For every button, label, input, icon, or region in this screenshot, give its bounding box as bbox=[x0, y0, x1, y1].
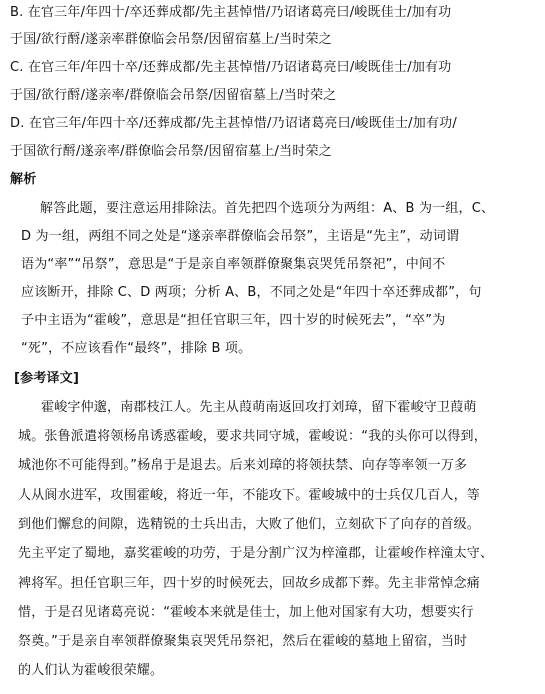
analysis-line-6: “死”，不应该看作“最终”，排除 B 项。 bbox=[21, 341, 252, 356]
translation-line-10: 的人们认为霍峻很荣耀。 bbox=[18, 663, 164, 678]
option-c-line-1: C. 在官三年/年四十卒/还葬成都/先主甚悼惜/乃诏诸葛亮曰/峻既佳士/加有功 bbox=[10, 60, 452, 75]
analysis-line-4: 应该断开，排除 C、D 两项；分析 A、B，不同之处是“年四十卒还葬成都”，句 bbox=[21, 285, 482, 300]
option-d-line-2: 于国欲行酹/遂亲率/群僚临会吊祭/因留宿墓上/当时荣之 bbox=[10, 144, 332, 159]
translation-line-8: 惜，于是召见诸葛亮说：“霍峻本来就是佳士，加上他对国家有大功，想要实行 bbox=[18, 605, 474, 620]
analysis-line-3: 语为“率”“吊祭”，意思是“于是亲自率领群僚聚集哀哭凭吊祭祀”，中间不 bbox=[21, 257, 446, 272]
translation-line-7: 裨将军。担任官职三年，四十岁的时候死去，回故乡成都下葬。先主非常悼念痛 bbox=[18, 576, 481, 591]
translation-line-3: 城池你不可能得到。”杨帛于是退去。后来刘璋的将领扶禁、向存等率领一万多 bbox=[18, 458, 468, 473]
analysis-heading: 解析 bbox=[10, 172, 37, 187]
translation-line-4: 人从阆水进军，攻围霍峻，将近一年，不能攻下。霍峻城中的士兵仅几百人，等 bbox=[18, 488, 481, 503]
option-d-line-1: D. 在官三年/年四十卒/还葬成都/先主甚悼惜/乃诏诸葛亮曰/峻既佳士/加有功/ bbox=[10, 116, 457, 131]
translation-line-9: 祭奠。”于是亲自率领群僚聚集哀哭凭吊祭祀，然后在霍峻的墓地上留宿，当时 bbox=[18, 634, 468, 649]
analysis-line-1: 解答此题，要注意运用排除法。首先把四个选项分为两组：A、B 为一组，C、 bbox=[40, 201, 495, 216]
translation-heading: [参考译文] bbox=[14, 371, 80, 386]
translation-line-6: 先主平定了蜀地，嘉奖霍峻的功劳，于是分割广汉为梓潼郡，让霍峻作梓潼太守、 bbox=[18, 546, 494, 561]
option-b-line-1: B. 在官三年/年四十/卒还葬成都/先主甚悼惜/乃诏诸葛亮曰/峻既佳士/加有功 bbox=[10, 5, 452, 20]
translation-line-2: 城。张鲁派遣将领杨帛诱惑霍峻，要求共同守城，霍峻说：“我的头你可以得到， bbox=[18, 429, 487, 444]
option-b-line-2: 于国/欲行酹/遂亲率群僚临会吊祭/因留宿墓上/当时荣之 bbox=[10, 32, 332, 47]
translation-line-5: 到他们懈怠的间隙，选精锐的士兵出击，大败了他们，立刻砍下了向存的首级。 bbox=[18, 517, 481, 532]
option-c-line-2: 于国/欲行酹/遂亲率/群僚临会吊祭/因留宿墓上/当时荣之 bbox=[10, 88, 337, 103]
analysis-line-2: D 为一组，两组不同之处是“遂亲率群僚临会吊祭”，主语是“先主”，动词谓 bbox=[21, 229, 460, 244]
translation-line-1: 霍峻字仲邈，南郡枝江人。先主从葭萌南返回攻打刘璋，留下霍峻守卫葭萌 bbox=[41, 400, 477, 415]
analysis-line-5: 子中主语为“霍峻”，意思是“担任官职三年，四十岁的时候死去”，“卒”为 bbox=[21, 313, 446, 328]
